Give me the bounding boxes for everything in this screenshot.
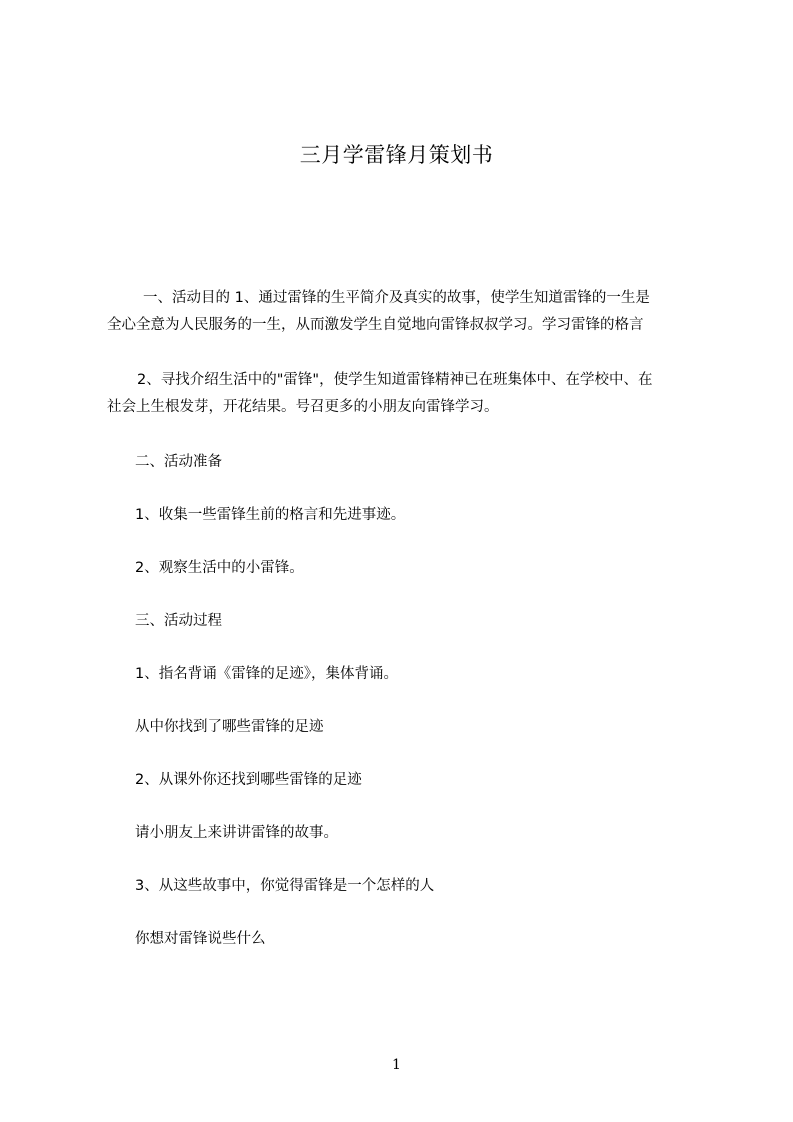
preparation-item-1: 1、收集一些雷锋生前的格言和先进事迹。	[135, 507, 406, 523]
process-item-2-note: 请小朋友上来讲讲雷锋的故事。	[135, 825, 338, 841]
purpose-item-2-line-1: 2、寻找介绍生活中的"雷锋"，使学生知道雷锋精神已在班集体中、在学校中、在	[137, 372, 653, 388]
purpose-paragraph-line-2: 全心全意为人民服务的一生，从而激发学生自觉地向雷锋叔叔学习。学习雷锋的格言	[107, 317, 644, 333]
purpose-paragraph-line-1: 一、活动目的 1、通过雷锋的生平简介及真实的故事，使学生知道雷锋的一生是	[143, 290, 650, 306]
process-item-1: 1、指名背诵《雷锋的足迹》，集体背诵。	[135, 666, 398, 682]
section-process-heading: 三、活动过程	[135, 613, 222, 629]
preparation-item-2: 2、观察生活中的小雷锋。	[135, 560, 304, 576]
process-item-3: 3、从这些故事中，你觉得雷锋是一个怎样的人	[135, 878, 435, 894]
page-number: 1	[392, 1057, 401, 1073]
section-preparation-heading: 二、活动准备	[135, 454, 222, 470]
purpose-item-2-line-2: 社会上生根发芽，开花结果。号召更多的小朋友向雷锋学习。	[107, 399, 499, 415]
process-item-3-note: 你想对雷锋说些什么	[135, 931, 266, 947]
document-title: 三月学雷锋月策划书	[299, 143, 494, 167]
process-item-1-note: 从中你找到了哪些雷锋的足迹	[135, 719, 324, 735]
process-item-2: 2、从课外你还找到哪些雷锋的足迹	[135, 772, 362, 788]
